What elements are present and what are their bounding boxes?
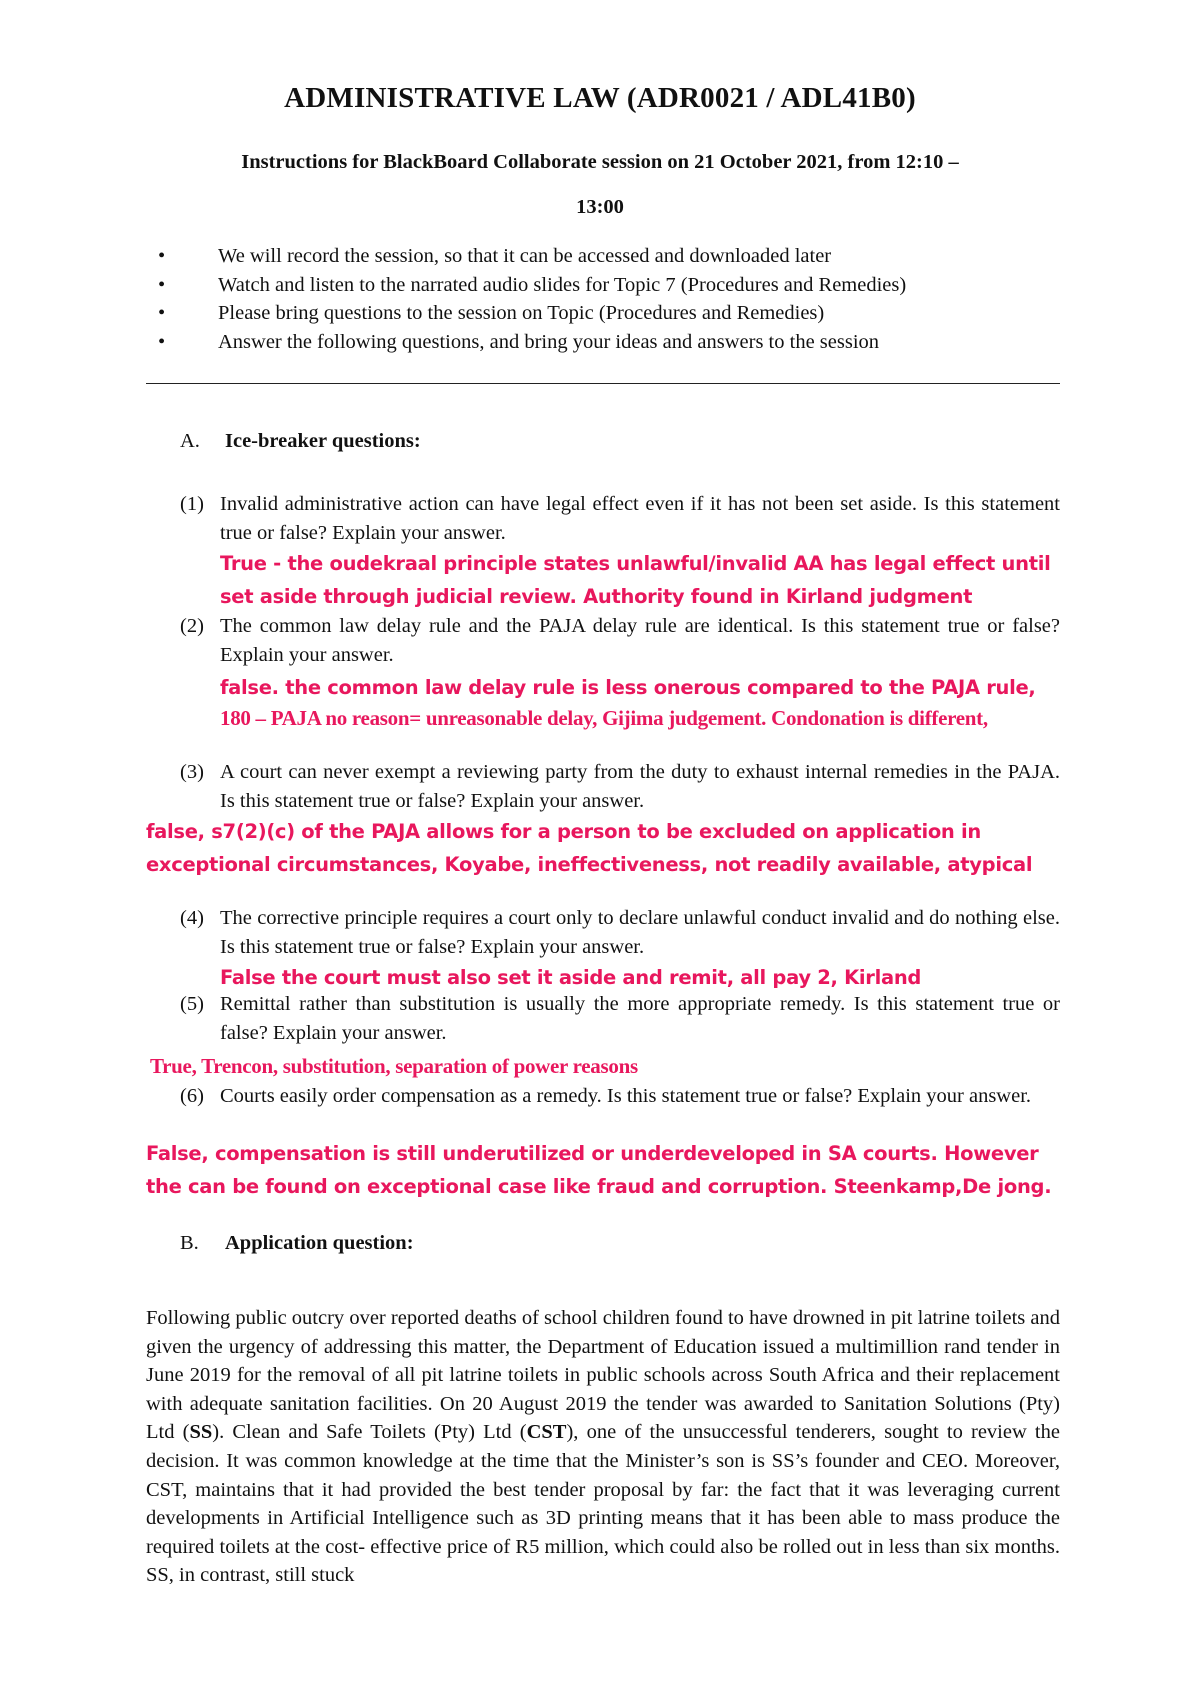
question-text: Invalid administrative action can have legal effect even if it has not been set aside. Is this statement true or false? Explain your answer.	[220, 493, 1060, 544]
question-6	[180, 1082, 1060, 1111]
application-paragraph: Following public outcry over reported deaths of school children found to have drowned in pit latrine toilets and given the urgency of addressing this matter, the Department of Education issued a multimillion rand tender in June 2019 for the removal of all pit latrine toilets in public schools across South Africa and their replacement with adequate sanitation facilities. On 20 August 2019 the tender was awarded to Sanitation Solutions (Pty) Ltd (SS). Clean and Safe Toilets (Pty) Ltd (CST), one of the unsuccessful tenderers, sought to review the decision. It was common knowledge at the time that the Minister’s son is SS’s founder and CEO. Moreover, CST, maintains that it had provided the best tender proposal by far: the fact that it was leveraging current developments in Artificial Intelligence such as 3D printing means that it has been able to mass produce the required toilets at the cost- effective price of R5 million, which could also be rolled out in less than six months. SS, in contrast, still stuck	[146, 1307, 1060, 1587]
question-3	[180, 758, 1060, 815]
answer-text: false. the common law delay rule is less onerous compared to the PAJA rule,	[220, 676, 1036, 699]
subtitle-line-1: Instructions for BlackBoard Collaborate session on 21 October 2021, from 12:10 –	[241, 151, 959, 173]
section-a-heading	[180, 430, 421, 453]
section-title: Ice-breaker questions:	[225, 430, 421, 452]
question-4	[180, 904, 1060, 994]
question-5	[180, 990, 1060, 1047]
answer-text-continued: 180 – PAJA no reason= unreasonable delay, Gijima judgement. Condonation is different,	[220, 706, 988, 730]
document-title: ADMINISTRATIVE LAW (ADR0021 / ADL41B0)	[284, 82, 916, 114]
question-number: (6)	[180, 1085, 204, 1107]
answer-text: True - the oudekraal principle states unlawful/invalid AA has legal effect until set aside through judicial review. Authority found in Kirland judgment	[220, 552, 1051, 608]
answer-5: True, Trencon, substitution, separation of power reasons	[150, 1054, 638, 1078]
horizontal-divider	[146, 383, 1060, 384]
answer-6: False, compensation is still underutilized or underdeveloped in SA courts. However the can be found on exceptional case like fraud and corruption. Steenkamp,De jong.	[146, 1142, 1052, 1198]
question-number: (4)	[180, 907, 204, 929]
subtitle-line-2: 13:00	[576, 196, 624, 218]
list-item: • Please bring questions to the session on Topic (Procedures and Remedies)	[158, 299, 1118, 328]
question-2	[180, 612, 1060, 733]
bullet-icon: •	[158, 273, 166, 296]
document-subtitle	[120, 140, 1080, 230]
abbr-ss: SS	[189, 1421, 213, 1444]
question-number: (3)	[180, 761, 204, 783]
instruction-list	[158, 242, 1118, 357]
section-letter: B.	[180, 1232, 199, 1254]
bullet-icon: •	[158, 331, 166, 354]
section-title: Application question:	[225, 1232, 414, 1254]
question-number: (1)	[180, 493, 204, 515]
question-text: The corrective principle requires a court only to declare unlawful conduct invalid and do nothing else. Is this statement true or false? Explain your answer.	[220, 907, 1060, 958]
question-text: The common law delay rule and the PAJA delay rule are identical. Is this statement true or false? Explain your answer.	[220, 615, 1060, 666]
answer-3: false, s7(2)(c) of the PAJA allows for a person to be excluded on application in exceptional circumstances, Koyabe, ineffectiveness, not readily available, atypical	[146, 820, 1033, 876]
question-text: A court can never exempt a reviewing party from the duty to exhaust internal remedies in the PAJA. Is this statement true or false? Explain your answer.	[220, 761, 1060, 812]
question-1	[180, 490, 1060, 613]
question-text: Remittal rather than substitution is usually the more appropriate remedy. Is this statement true or false? Explain your answer.	[220, 993, 1060, 1044]
bullet-icon: •	[158, 302, 166, 325]
section-b-heading	[180, 1232, 414, 1255]
answer-text: False the court must also set it aside and remit, all pay 2, Kirland	[220, 966, 922, 989]
abbr-cst: CST	[526, 1421, 567, 1444]
bullet-icon: •	[158, 245, 166, 267]
list-item: • Answer the following questions, and bring your ideas and answers to the session	[158, 328, 1118, 357]
question-number: (5)	[180, 993, 204, 1015]
list-item: • We will record the session, so that it can be accessed and downloaded later	[158, 242, 1118, 271]
question-text: Courts easily order compensation as a remedy. Is this statement true or false? Explain your answer.	[220, 1085, 1032, 1107]
question-number: (2)	[180, 615, 204, 637]
list-item: • Watch and listen to the narrated audio slides for Topic 7 (Procedures and Remedies)	[158, 271, 1118, 300]
section-letter: A.	[180, 430, 200, 452]
